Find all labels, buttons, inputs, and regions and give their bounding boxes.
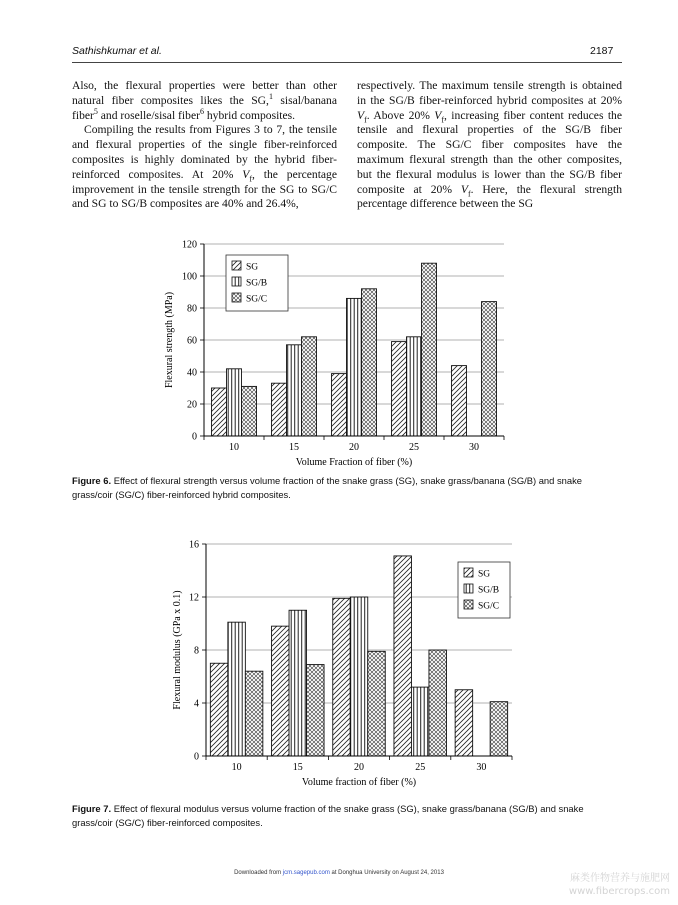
- bar-sg-c: [245, 671, 263, 756]
- page-number: 2187: [590, 45, 614, 57]
- legend-swatch: [464, 568, 473, 577]
- footer-link[interactable]: jcm.sagepub.com: [282, 870, 330, 876]
- figure-7-chart: [150, 538, 520, 794]
- text-column-left: [72, 79, 337, 212]
- legend-swatch: [464, 600, 473, 609]
- legend: [458, 562, 510, 618]
- bar-sg: [452, 366, 467, 436]
- legend-label: SG/B: [478, 585, 500, 596]
- header-rule: [72, 62, 622, 63]
- figure-7-label: Figure 7.: [72, 803, 112, 814]
- bar-sg-c: [482, 302, 497, 436]
- legend-label: SG: [246, 262, 259, 273]
- bar-sg-c: [302, 337, 317, 436]
- running-head-author: Sathishkumar et al.: [72, 45, 162, 57]
- legend-label: SG/B: [246, 278, 268, 289]
- x-tick-label: 25: [409, 442, 419, 453]
- x-tick-label: 30: [469, 442, 479, 453]
- legend-swatch: [232, 261, 241, 270]
- x-axis-title: Volume Fraction of fiber (%): [295, 457, 413, 468]
- figure-7-caption: [72, 802, 624, 829]
- y-tick-label: 60: [187, 335, 197, 347]
- watermark: [569, 872, 670, 898]
- bar-sg-b: [411, 687, 429, 756]
- bar-sg: [212, 388, 227, 436]
- figure-6-label: Figure 6.: [72, 475, 112, 486]
- bar-sg-b: [407, 337, 422, 436]
- paragraph: Also, the flexural properties were better than other natural fiber composites likes the SG,$^1$ sisal/banana fiber$^5$ and roselle/sisal fiber$^6$ hybrid composites.: [72, 79, 337, 122]
- paragraph: respectively. The maximum tensile strength is obtained in the SG/B fiber-reinforced hybrid composites at 20% $V_f$. Above 20% $V_f$, increasing fiber content reduces the tensile and flexural properties of the SG/B fiber composite. The SG/C fiber composites have the maximum flexural strength than the other composites, but the flexural modulus is lower than the SG/B fiber composite at 20% $V_f$. Here, the flexural strength percentage difference between the SG: [357, 79, 622, 211]
- figure-6-caption-text: Effect of flexural strength versus volume fraction of the snake grass (SG), snake grass/banana (SG/B) and snake grass/coir (SG/C) fiber-reinforced hybrid composites.: [72, 475, 582, 500]
- y-axis-title: Flexural strength (MPa): [164, 291, 175, 389]
- x-tick-label: 20: [349, 442, 359, 453]
- bar-sg: [210, 663, 228, 756]
- x-tick-label: 15: [292, 762, 303, 773]
- bar-sg: [394, 556, 412, 756]
- bar-sg-b: [347, 298, 362, 436]
- legend-label: SG/C: [246, 294, 268, 305]
- y-axis-title: Flexural modulus (GPa x 0.1): [172, 590, 183, 710]
- bar-sg-c: [429, 650, 447, 756]
- legend-swatch: [464, 584, 473, 593]
- y-tick-label: 40: [187, 367, 197, 379]
- text-column-right: [357, 79, 622, 212]
- legend-label: SG/C: [478, 601, 500, 612]
- y-tick-label: 0: [192, 431, 197, 443]
- legend-swatch: [232, 277, 241, 286]
- bar-sg: [332, 374, 347, 436]
- x-axis-title: Volume fraction of fiber (%): [301, 777, 417, 788]
- bar-sg-b: [227, 369, 242, 436]
- bar-sg-c: [362, 289, 377, 436]
- y-tick-label: 0: [194, 751, 199, 763]
- bar-sg-b: [228, 622, 246, 756]
- bar-sg-b: [287, 345, 302, 436]
- y-tick-label: 100: [182, 271, 197, 283]
- bar-sg-b: [350, 597, 368, 756]
- y-tick-label: 12: [189, 592, 199, 604]
- footer-prefix: Downloaded from: [234, 870, 283, 876]
- x-tick-label: 30: [476, 762, 487, 773]
- figure-7-caption-text: Effect of flexural modulus versus volume fraction of the snake grass (SG), snake grass/banana (SG/B) and snake grass/coir (SG/C) fiber-reinforced composites.: [72, 803, 584, 828]
- legend-swatch: [232, 293, 241, 302]
- paragraph: Compiling the results from Figures 3 to 7, the tensile and flexural properties of the single fiber-reinforced composites is highly dominated by the hybrid fiber-reinforced composites. At 20% $V_f$, the percentage improvement in the tensile strength for the SG to SG/C and SG to SG/B composites are 40% and 26.4%,: [72, 123, 337, 211]
- y-tick-label: 4: [194, 698, 199, 710]
- bar-sg-c: [422, 263, 437, 436]
- bar-sg-c: [490, 702, 508, 756]
- x-tick-label: 20: [354, 762, 364, 773]
- bar-sg: [272, 383, 287, 436]
- figure-6-chart: [150, 238, 520, 470]
- y-tick-label: 16: [189, 539, 199, 551]
- y-tick-label: 20: [187, 399, 197, 411]
- y-tick-label: 80: [187, 303, 197, 315]
- bar-sg-c: [368, 651, 386, 756]
- y-tick-label: 120: [182, 239, 197, 251]
- bar-sg-c: [242, 386, 257, 436]
- bar-sg: [333, 598, 351, 756]
- figure-6-caption: [72, 474, 624, 501]
- bar-sg-c: [307, 665, 325, 756]
- watermark-line-1: 麻类作物营养与施肥网: [570, 873, 670, 884]
- bar-sg: [392, 342, 407, 436]
- bar-sg-b: [289, 610, 307, 756]
- y-tick-label: 8: [194, 645, 199, 657]
- watermark-line-2: www.fibercrops.com: [568, 886, 670, 897]
- footer-suffix: at Donghua University on August 24, 2013: [329, 870, 444, 876]
- legend-label: SG: [478, 569, 491, 580]
- bar-sg: [455, 690, 473, 756]
- bar-sg: [272, 626, 290, 756]
- x-tick-label: 10: [229, 442, 239, 453]
- x-tick-label: 15: [289, 442, 299, 453]
- x-tick-label: 10: [231, 762, 242, 773]
- x-tick-label: 25: [415, 762, 426, 773]
- legend: [226, 255, 288, 311]
